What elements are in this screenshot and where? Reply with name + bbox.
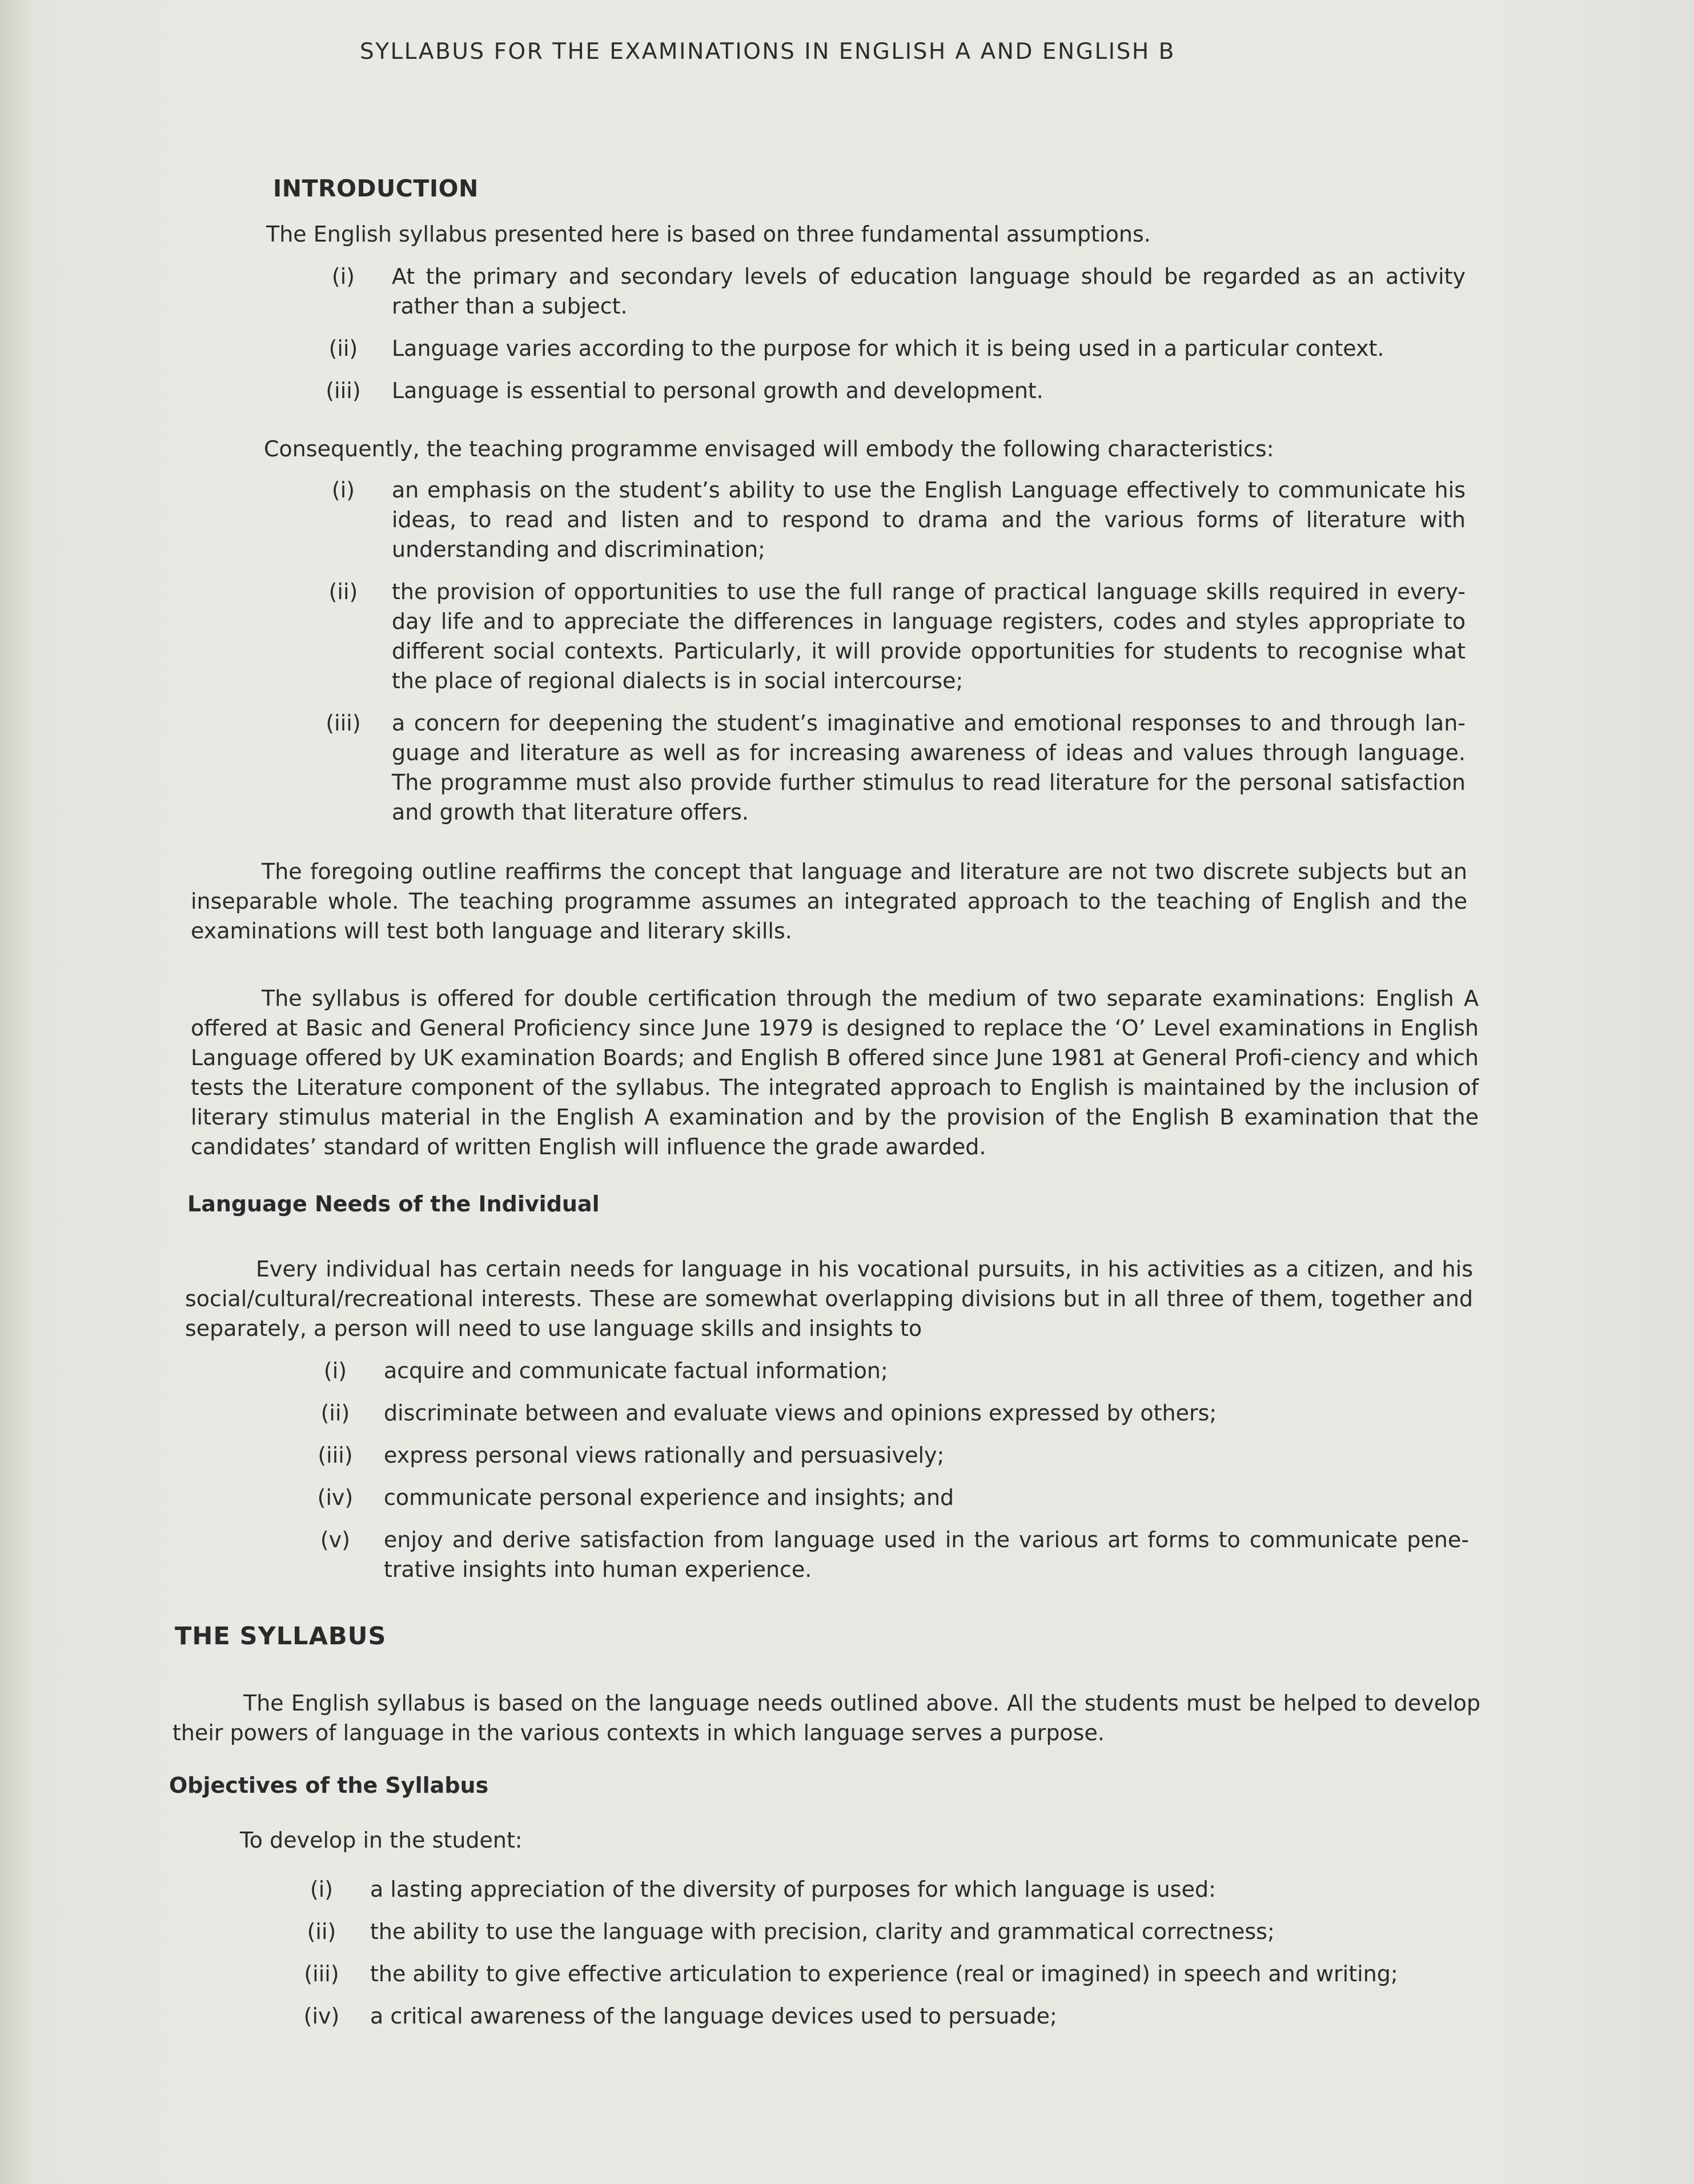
list-number: (iii) [318, 1443, 353, 1468]
list-item [304, 1398, 1469, 1428]
list-item [304, 1483, 1469, 1512]
list-item [290, 1959, 1478, 1989]
list-text: At the primary and secondary levels of education language should be regarded as an activity rather than a subject. [392, 264, 1466, 319]
list-text: a critical awareness of the language devices used to persuade; [370, 2004, 1057, 2029]
list-text: a concern for deepening the student’s imaginative and emotional responses to and through lan-guage and literature as well as for increasing awareness of ideas and values through language. The programme must also provide further stimulus to read literature for the personal satisfaction and growth that literature offers. [392, 710, 1466, 825]
list-number: (ii) [328, 579, 358, 604]
list-number: (i) [331, 477, 355, 503]
list-text: an emphasis on the student’s ability to use the English Language effectively to communicate his ideas, to read and listen and to respond to drama and the various forms of literature with understanding and discrimination; [392, 477, 1466, 562]
language-needs-heading: Language Needs of the Individual [187, 1191, 600, 1217]
list-number: (v) [320, 1527, 351, 1552]
list-text: enjoy and derive satisfaction from language used in the various art forms to communicate pene-trative insights into human experience. [384, 1527, 1469, 1582]
introduction-heading: INTRODUCTION [273, 175, 479, 202]
list-item [312, 577, 1466, 696]
list-text: the provision of opportunities to use the full range of practical language skills required in every-day life and to appreciate the differences in language registers, codes and styles appropriate to different social contexts. Particularly, it will provide opportunities for students to recognise what the place of regional dialects is in social intercourse; [392, 579, 1466, 693]
list-number: (ii) [307, 1919, 336, 1944]
list-number: (ii) [328, 336, 358, 361]
characteristics-list [312, 475, 1466, 827]
list-number: (iv) [303, 2004, 340, 2029]
consequently-text: Consequently, the teaching programme envisaged will embody the following characteristics: [264, 436, 1274, 461]
objectives-lead: To develop in the student: [240, 1828, 523, 1853]
list-number: (iii) [304, 1961, 339, 1986]
list-text: discriminate between and evaluate views and opinions expressed by others; [384, 1400, 1217, 1426]
objectives-list [290, 1874, 1478, 2031]
list-item [312, 708, 1466, 827]
list-item [312, 475, 1466, 564]
list-number: (i) [323, 1358, 347, 1383]
list-text: Language varies according to the purpose for which it is being used in a particular context. [392, 336, 1384, 361]
list-item [304, 1356, 1469, 1386]
list-text: express personal views rationally and persuasively; [384, 1443, 945, 1468]
list-item [304, 1525, 1469, 1584]
list-item [312, 262, 1466, 321]
list-number: (iv) [317, 1485, 354, 1510]
language-needs-paragraph: Every individual has certain needs for language in his vocational pursuits, in his activities as a citizen, and his social/cultural/recreational interests. These are somewhat overlapping divisions but in all three of them, together and separately, a person will need to use language skills and insights to [185, 1256, 1473, 1341]
list-text: acquire and communicate factual information; [384, 1358, 888, 1383]
list-item [290, 1917, 1478, 1946]
list-item [304, 1440, 1469, 1470]
list-number: (i) [310, 1877, 334, 1902]
list-number: (i) [331, 264, 355, 289]
certification-paragraph: The syllabus is offered for double certification through the medium of two separate examinations: English A offered at Basic and General Proficiency since June 1979 is designed to replace the ‘O’ Level examinations in English Language offered by UK examination Boards; and English B offered since June 1981 at General Profi-ciency and which tests the Literature component of the syllabus. The integrated approach to English is maintained by the inclusion of literary stimulus material in the English A examination and by the provision of the English B examination that the candidates’ standard of written English will influence the grade awarded. [191, 986, 1479, 1159]
list-item [312, 334, 1466, 363]
syllabus-heading: THE SYLLABUS [175, 1622, 387, 1651]
objectives-heading: Objectives of the Syllabus [169, 1773, 489, 1798]
list-item [312, 376, 1466, 406]
list-text: communicate personal experience and insights; and [384, 1485, 954, 1510]
syllabus-paragraph: The English syllabus is based on the language needs outlined above. All the students must be helped to develop their powers of language in the various contexts in which language serves a purpose. [172, 1691, 1480, 1745]
outline-paragraph: The foregoing outline reaffirms the concept that language and literature are not two discrete subjects but an inseparable whole. The teaching programme assumes an integrated approach to the teaching of English and the examinations will test both language and literary skills. [191, 859, 1467, 944]
list-item [290, 2001, 1478, 2031]
list-number: (iii) [326, 378, 361, 403]
list-item [290, 1874, 1478, 1904]
document-title: SYLLABUS FOR THE EXAMINATIONS IN ENGLISH A AND ENGLISH B [360, 39, 1175, 65]
list-number: (ii) [320, 1400, 350, 1426]
introduction-lead: The English syllabus presented here is based on three fundamental assumptions. [266, 222, 1151, 247]
language-needs-list [304, 1356, 1469, 1584]
list-number: (iii) [326, 710, 361, 736]
list-text: a lasting appreciation of the diversity of purposes for which language is used: [370, 1877, 1216, 1902]
list-text: the ability to use the language with precision, clarity and grammatical correctness; [370, 1919, 1275, 1944]
list-text: Language is essential to personal growth and development. [392, 378, 1043, 403]
list-text: the ability to give effective articulation to experience (real or imagined) in speech and writing; [370, 1961, 1398, 1986]
assumptions-list [312, 262, 1466, 406]
